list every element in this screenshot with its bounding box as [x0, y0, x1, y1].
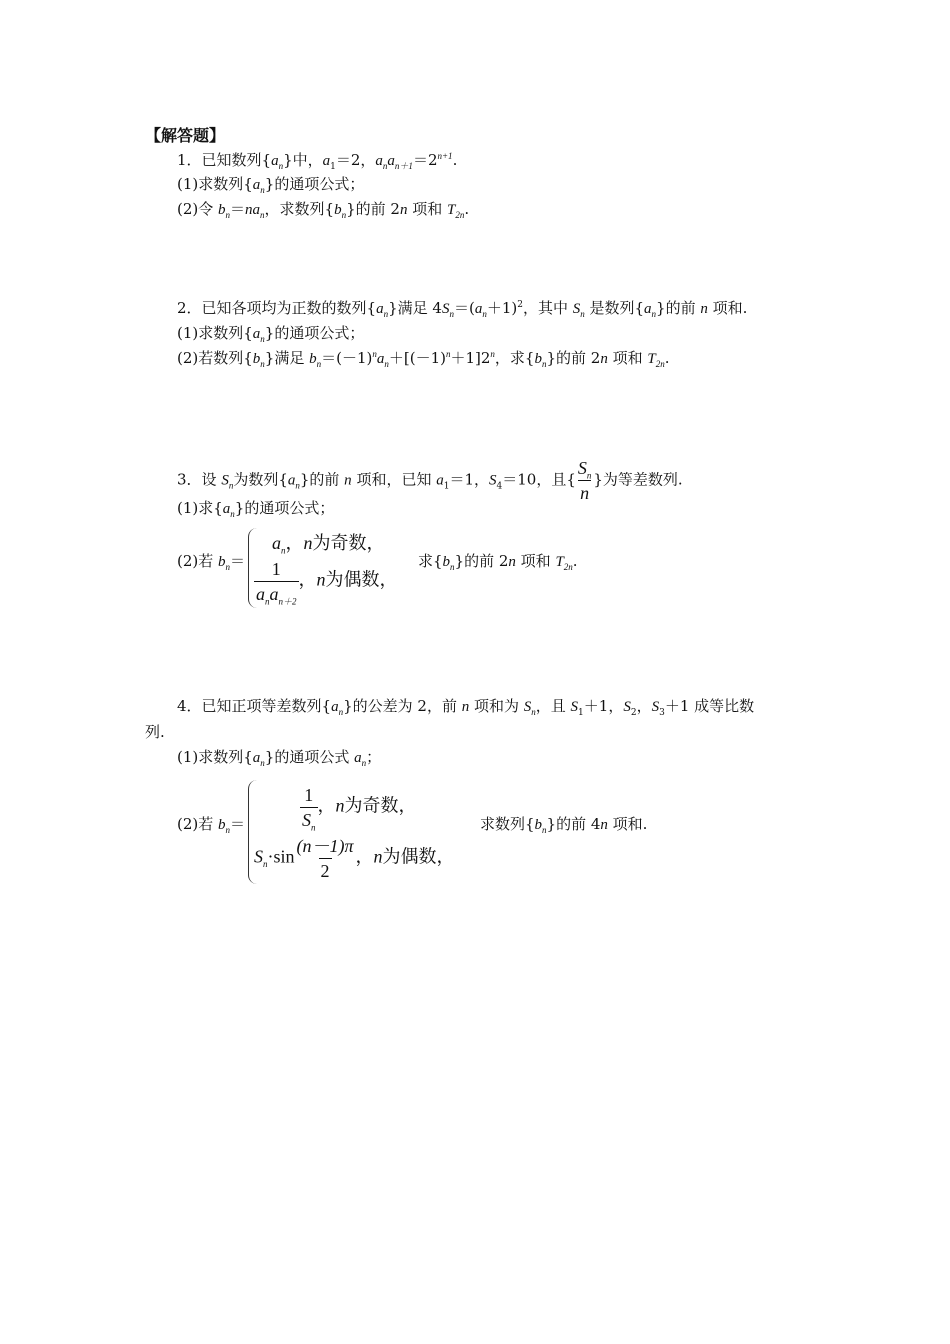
q3-text: ＝1， — [449, 470, 489, 489]
q3-sub: 1 — [443, 481, 450, 492]
q4-text: 为偶数， — [382, 846, 455, 867]
q4-part2-tail — [480, 813, 647, 836]
q2-text: ，其中 — [522, 299, 573, 317]
q2-var: a — [376, 301, 384, 317]
q2-text: }的前 — [656, 299, 701, 317]
q1-sub: n — [260, 210, 265, 220]
q1-var: b — [218, 202, 226, 218]
q1-text: }的前 2 — [346, 200, 400, 218]
q4-text: ＝ — [230, 815, 246, 833]
q3-var: T — [555, 554, 564, 570]
q4-sub: n — [311, 822, 316, 833]
q3-text: ＝10，且{ — [502, 470, 576, 489]
q2-sub: n — [260, 359, 265, 369]
q1-text: (2)令 — [177, 200, 219, 218]
q3-text: (2)若 — [177, 552, 219, 570]
q3-text: 为偶数， — [325, 569, 398, 590]
q4-sub: n — [260, 758, 265, 768]
q4-var: S — [651, 699, 660, 715]
q4-var: a — [252, 750, 261, 766]
q2-text: ＝(－1) — [321, 349, 373, 367]
q4-sub: n — [542, 825, 547, 835]
q3-part2-label — [177, 550, 245, 573]
q3-sub: n — [265, 596, 270, 607]
q3-text: 求{ — [418, 552, 443, 570]
q3-var: S — [221, 472, 229, 489]
q3-frac-num-sub: n — [586, 470, 592, 481]
q2-text: (2)若数列{ — [177, 349, 253, 367]
q2-var: S — [441, 301, 450, 317]
q3-text: 项和，已知 — [351, 470, 437, 489]
q4-var: S — [523, 699, 532, 715]
q1-var: a — [271, 153, 279, 169]
q4-var: a — [331, 699, 339, 715]
q4-sub: n — [225, 825, 231, 835]
q3-sub: 4 — [496, 481, 503, 492]
q1-sub: n — [260, 185, 265, 195]
q4-text: ， — [317, 795, 336, 816]
q3-var: n — [344, 472, 352, 489]
q3-sub: n＋2 — [278, 596, 297, 607]
q2-stem — [177, 297, 747, 320]
q2-text: ＋[(－1) — [388, 349, 446, 367]
q1-sub: n — [341, 210, 347, 220]
q2-text: }满足 4 — [388, 299, 442, 317]
q1-var: a — [387, 153, 395, 169]
q2-var: b — [252, 351, 261, 367]
q4-text: 为奇数， — [344, 795, 417, 816]
q4-sub: 2 — [630, 708, 637, 718]
q3-var: a — [269, 584, 279, 604]
q1-text: ＝ — [230, 200, 246, 218]
q3-text: (1)求{ — [177, 499, 223, 517]
q1-var: b — [334, 202, 342, 218]
q1-text: ＝2， — [335, 151, 376, 169]
q2-text: . — [664, 349, 670, 367]
q4-fraction-sine-arg — [295, 835, 356, 882]
q3-var: n — [508, 554, 516, 570]
q4-text: ，且 — [535, 697, 571, 715]
q3-var: b — [218, 554, 226, 570]
q3-text: 为数列{ — [233, 470, 288, 489]
q3-text: . — [572, 552, 578, 570]
q3-var: b — [442, 554, 451, 570]
q4-var: n — [600, 817, 608, 833]
q2-var: n — [700, 301, 708, 317]
q3-text: }为等差数列. — [593, 470, 683, 489]
q1-sub: n — [278, 161, 284, 171]
q2-var: a — [644, 301, 652, 317]
q2-sub: n — [260, 334, 265, 344]
q1-sub: n＋1 — [394, 161, 413, 171]
q4-sub: n — [263, 859, 268, 870]
q3-case-odd — [272, 532, 385, 554]
q3-text: ， — [298, 569, 317, 590]
q2-text: 2．已知各项均为正数的数列{ — [177, 299, 377, 317]
q1-var: a — [375, 153, 383, 169]
q4-var: b — [534, 817, 543, 833]
q1-sub: 1 — [330, 162, 336, 172]
q4-text: 4．已知正项等差数列{ — [177, 697, 332, 715]
q1-text: . — [464, 200, 470, 218]
q4-case-even — [254, 835, 455, 882]
q2-sup: n — [445, 349, 451, 359]
q3-var: a — [256, 584, 265, 604]
q4-var: b — [218, 817, 226, 833]
q3-var: S — [489, 472, 497, 489]
q3-text: ＝ — [230, 552, 246, 570]
q2-text: }的通项公式； — [264, 324, 365, 342]
q2-part2 — [177, 347, 670, 370]
q4-case-odd — [300, 784, 417, 831]
q3-text: }的前 2 — [454, 552, 509, 570]
q2-text: }满足 — [264, 349, 310, 367]
q4-var: S — [302, 810, 311, 830]
q1-var: T — [447, 202, 456, 218]
q1-sub: n — [382, 161, 388, 171]
q3-frac-den: n — [578, 480, 591, 504]
q2-sub: n — [482, 309, 487, 319]
q1-text: ，求数列{ — [264, 200, 335, 218]
q2-text: 项和 — [607, 349, 648, 367]
q1-sub: 2n — [455, 210, 465, 220]
q2-sup: n — [372, 349, 377, 359]
q4-text: }的前 4 — [546, 815, 601, 833]
q1-var: n — [399, 202, 408, 218]
q3-text: ， — [285, 533, 304, 553]
q4-sub: 1 — [578, 708, 584, 718]
q4-var: n — [335, 795, 345, 816]
q1-stem — [177, 149, 457, 172]
q3-text: 项和 — [515, 552, 556, 570]
q2-text: }的前 2 — [546, 349, 601, 367]
q4-text: (2)若 — [177, 815, 219, 833]
q4-text: ·sin — [267, 846, 295, 867]
q3-text: }的前 — [299, 470, 345, 489]
q2-var: a — [252, 326, 261, 342]
q3-var: n — [316, 569, 326, 590]
q3-fraction-reciprocal — [254, 558, 299, 605]
q2-var: a — [376, 351, 385, 367]
q1-text: }的通项公式； — [264, 175, 365, 193]
q4-frac-num: (n－1)π — [296, 836, 354, 856]
q4-text: }的通项公式 — [264, 748, 355, 766]
q3-text: }的通项公式； — [234, 499, 335, 517]
q4-text: 求数列{ — [480, 815, 535, 833]
q1-var: a — [322, 153, 331, 169]
q3-frac-num: 1 — [271, 559, 281, 579]
q3-sub: n — [450, 562, 455, 572]
q4-var: S — [254, 846, 263, 867]
q1-var: a — [252, 177, 261, 193]
q2-sub: n — [383, 309, 389, 319]
q2-var: T — [647, 351, 656, 367]
q4-text: 项和为 — [469, 697, 524, 715]
q3-frac-num: S — [577, 458, 587, 478]
q1-var: a — [252, 202, 261, 218]
q2-sup: 2 — [517, 300, 523, 310]
q2-part1 — [177, 322, 364, 345]
q3-case-even — [254, 558, 398, 605]
q3-fraction-sn-over-n — [576, 457, 594, 504]
q1-text: }中， — [283, 151, 323, 169]
q4-sub: n — [361, 758, 367, 768]
q3-sub: n — [230, 509, 235, 519]
q3-part1 — [177, 497, 334, 520]
q2-text: ＋1) — [486, 299, 518, 317]
q2-sup: n — [490, 349, 495, 359]
q2-sub: n — [651, 309, 657, 319]
q2-var: S — [572, 301, 581, 317]
q2-var: a — [474, 301, 483, 317]
q3-var: a — [436, 472, 444, 489]
q4-text: ， — [355, 846, 374, 867]
q4-text: }的公差为 2，前 — [343, 697, 462, 715]
q3-sub: n — [225, 562, 231, 572]
q4-text: 项和. — [607, 815, 648, 833]
q4-part1 — [177, 746, 381, 769]
q4-var: S — [623, 699, 631, 715]
q4-part2-label — [177, 813, 245, 836]
q2-text: 是数列{ — [584, 299, 645, 317]
q4-frac-num: 1 — [304, 785, 314, 805]
q2-text: ＋1]2 — [450, 349, 491, 367]
q4-var: n — [373, 846, 383, 867]
q4-text: ； — [366, 748, 382, 766]
q4-var: n — [461, 699, 470, 715]
q4-var: S — [570, 699, 579, 715]
q1-text: 项和 — [407, 200, 447, 218]
q4-sub: n — [338, 707, 344, 717]
q1-text: ＝2 — [412, 151, 438, 169]
section-title: 【解答题】 — [145, 126, 226, 145]
q3-var: a — [287, 472, 296, 489]
q1-text: (1)求数列{ — [177, 175, 253, 193]
q2-text: 项和. — [707, 299, 748, 317]
q2-sub: n — [316, 359, 322, 369]
q3-var: a — [272, 533, 281, 553]
q3-var: n — [303, 533, 313, 553]
q4-frac-den: 2 — [319, 858, 332, 882]
q3-var: a — [222, 501, 231, 517]
q4-sub: 3 — [659, 708, 665, 718]
q2-sub: n — [541, 359, 547, 369]
q1-var: n — [245, 202, 253, 218]
q4-text: (1)求数列{ — [177, 748, 253, 766]
q1-sup: n+1 — [437, 151, 453, 161]
q3-sub: 2n — [563, 562, 573, 572]
q1-number: 1． — [177, 151, 202, 169]
q2-var: b — [534, 351, 542, 367]
q1-text: 已知数列{ — [201, 151, 272, 169]
q4-text: ， — [636, 697, 652, 715]
q3-sub: n — [295, 480, 300, 491]
q2-sub: n — [449, 309, 454, 319]
q4-stem — [177, 695, 754, 718]
q2-sub: n — [384, 359, 389, 369]
q1-sub: n — [225, 210, 231, 220]
q2-var: n — [600, 351, 608, 367]
q1-part2 — [177, 198, 469, 221]
q4-text: ＋1， — [583, 697, 624, 715]
q3-sub: n — [228, 480, 234, 491]
q3-part2-tail — [418, 550, 578, 573]
q2-var: b — [309, 351, 317, 367]
q3-text: 3．设 — [177, 470, 222, 489]
q4-text: ＋1 成等比数 — [664, 697, 755, 715]
q4-stem-wrap: 列. — [145, 723, 165, 741]
q2-sub: 2n — [655, 359, 665, 369]
q4-var: a — [354, 750, 362, 766]
q1-part1 — [177, 173, 364, 196]
q4-sub: n — [531, 707, 536, 717]
q4-fraction-reciprocal — [300, 784, 318, 831]
q2-text: ，求{ — [494, 349, 535, 367]
q1-text: . — [452, 151, 458, 169]
q2-sub: n — [580, 309, 585, 319]
q3-sub: n — [281, 545, 286, 556]
q2-text: (1)求数列{ — [177, 324, 253, 342]
q3-text: 为奇数， — [312, 533, 385, 553]
q2-text: ＝( — [453, 299, 475, 317]
